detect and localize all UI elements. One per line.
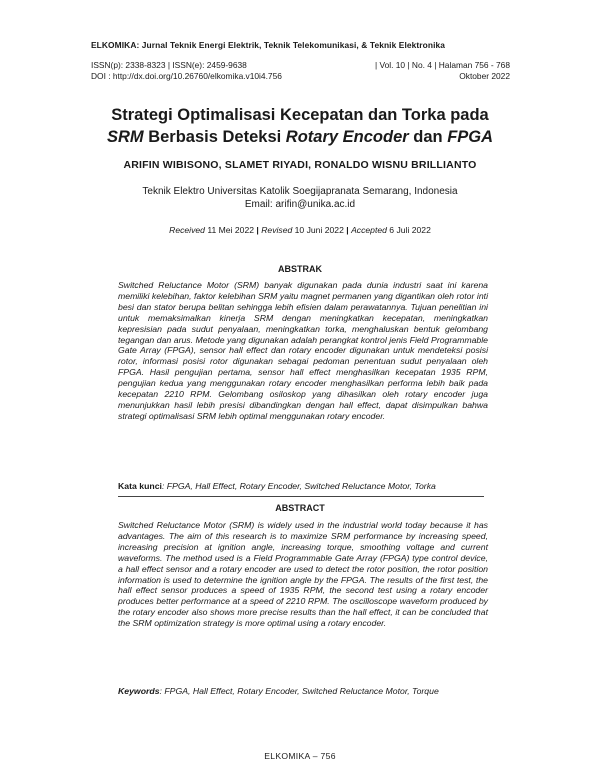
title-rotary: Rotary Encoder <box>285 128 409 146</box>
institution: Teknik Elektro Universitas Katolik Soegijapranata Semarang, Indonesia <box>142 186 458 197</box>
volume-block <box>375 60 510 82</box>
accepted-label: Accepted <box>351 225 387 235</box>
title-dan: dan <box>408 128 448 146</box>
abstrak-heading: ABSTRAK <box>278 264 322 274</box>
affiliation <box>60 185 540 211</box>
paper-title <box>60 104 540 148</box>
keywords-label: Keywords <box>118 686 160 696</box>
journal-name: ELKOMIKA: Jurnal Teknik Energi Elektrik, Teknik Telekomunikasi, & Teknik Elektronika <box>91 40 446 50</box>
submission-dates <box>60 225 540 235</box>
title-fpga: FPGA <box>447 128 494 146</box>
received-date: 11 Mei 2022 <box>204 225 255 235</box>
page-footer: ELKOMIKA – 756 <box>264 751 336 761</box>
keywords-values: : FPGA, Hall Effect, Rotary Encoder, Switched Reluctance Motor, Torque <box>159 686 439 696</box>
abstract-body: Switched Reluctance Motor (SRM) is widely used in the industrial world today because it has advantages. The aim of this research is to maximize SRM performance by increasing speed, increasing precision at ignition angle, increasing torque, smoothing voltage and current waveforms. The method used is a Field Programmable Gate Array (FPGA) type control device, a hall effect sensor and a rotary encoder are used to detect the rotor position, the rotor position information is used to determine the ignition angle by the FPGA. The results of the first test, the hall effect sensor produces a speed of 1935 RPM, the second test using a rotary encoder produces better performance at a speed of 2210 RPM. The oscilloscope waveform produced by the rotary encoder also shows more precise results than the hall effect, it can be concluded that the SRM optimization strategy is more optimal using a rotary encoder. <box>118 520 488 629</box>
title-line-1: Strategi Optimalisasi Kecepatan dan Torka pada <box>111 106 489 124</box>
revised-date: 10 Juni 2022 <box>292 225 344 235</box>
publication-date: Oktober 2022 <box>459 71 510 81</box>
doi: DOI : http://dx.doi.org/10.26760/elkomika.v10i4.756 <box>91 71 282 81</box>
revised-label: Revised <box>261 225 293 235</box>
accepted-date: 6 Juli 2022 <box>386 225 431 235</box>
received-label: Received <box>169 225 205 235</box>
title-line-2 <box>60 126 540 148</box>
date-separator: | <box>254 225 262 235</box>
abstract-heading: ABSTRACT <box>275 503 325 513</box>
section-divider <box>118 496 484 497</box>
kata-kunci-values: : FPGA, Hall Effect, Rotary Encoder, Switched Reluctance Motor, Torka <box>161 481 436 491</box>
issn: ISSN(p): 2338-8323 | ISSN(e): 2459-9638 <box>91 60 247 70</box>
issn-doi-block <box>91 60 282 82</box>
keywords <box>118 686 518 696</box>
kata-kunci-label: Kata kunci <box>118 481 162 491</box>
kata-kunci <box>118 481 518 491</box>
title-srm: SRM <box>106 128 144 146</box>
date-separator: | <box>343 225 352 235</box>
abstrak-body: Switched Reluctance Motor (SRM) banyak digunakan pada dunia industri saat ini karena memiliki kelebihan, faktor kelebihan SRM yaitu magnet permanen yang digantikan oleh rotor inti besi dan stator berupa belitan sehingga lebih efisien dalam perawatannya. Tujuan penelitian ini untuk memaksimalkan kinerja SRM dengan meningkatkan kecepatan, meningkatkan kepresisian pada sudut penyalaan, meningkatkan torka, menghaluskan bentuk gelombang tegangan dan arus. Metode yang digunakan adalah perangkat kontrol jenis Field Programmable Gate Array (FPGA), sensor hall effect dan rotary encoder digunakan untuk mendeteksi posisi rotor, informasi posisi rotor digunakan sebagai pedoman penentuan sudut penyalaan oleh FPGA. Hasil pengujian pertama, sensor hall effect menghasilkan kecepatan 1935 RPM, pengujian kedua yang menggunakan rotary encoder menghasilkan performa lebih baik pada kecepatan 2210 RPM. Gelombang osiloskop yang dihasilkan oleh rotary encoder juga menunjukkan hasil lebih presisi dibandingkan dengan hall effect, dapat disimpulkan bahwa strategi optimalisasi SRM lebih optimal menggunakan rotary encoder. <box>118 280 488 421</box>
title-berbasis: Berbasis Deteksi <box>143 128 286 146</box>
authors: ARIFIN WIBISONO, SLAMET RIYADI, RONALDO WISNU BRILLIANTO <box>123 159 477 171</box>
volume-info: | Vol. 10 | No. 4 | Halaman 756 - 768 <box>374 60 510 70</box>
email: Email: arifin@unika.ac.id <box>244 199 356 210</box>
